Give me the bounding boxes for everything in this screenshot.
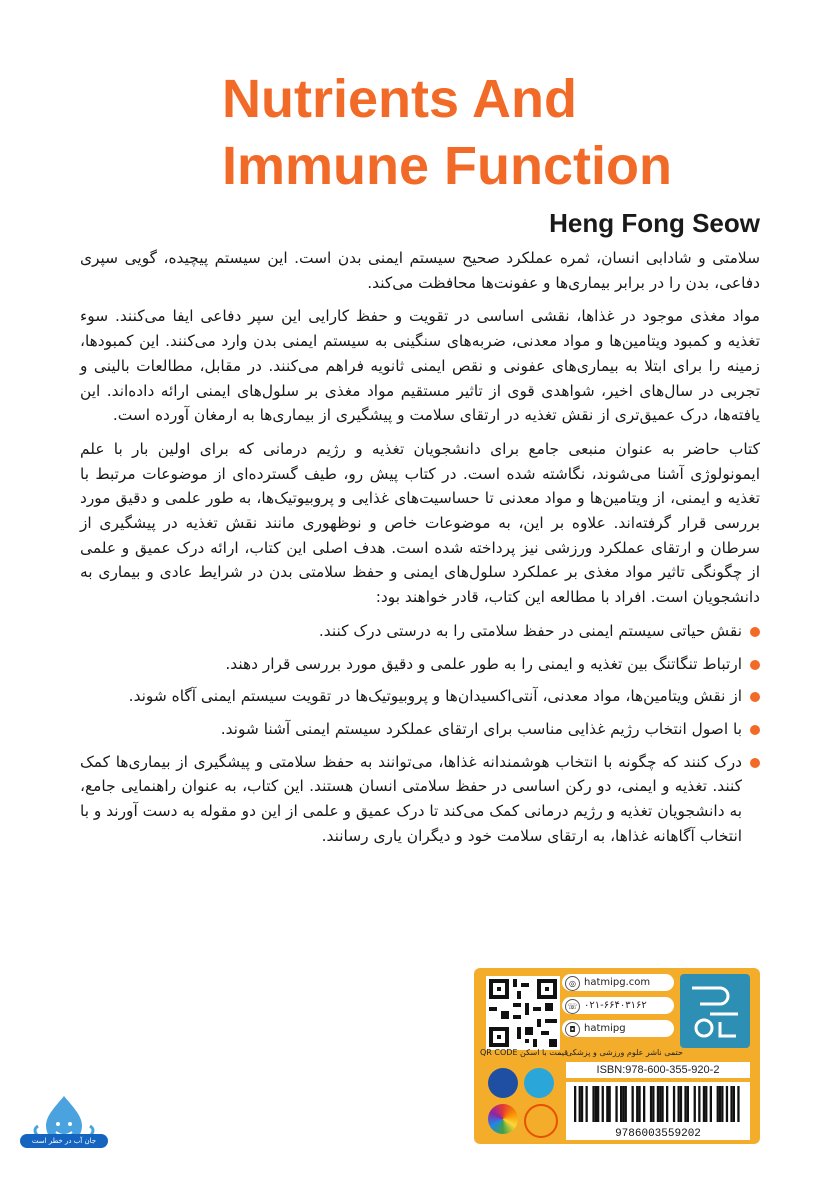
list-item: نقش حیاتی سیستم ایمنی در حفظ سلامتی را به درستی درک کنند. <box>80 619 760 644</box>
barcode-number: 9786003559202 <box>566 1128 750 1140</box>
kids-badge-icon <box>524 1104 558 1138</box>
isbn: ISBN:978-600-355-920-2 <box>566 1062 750 1078</box>
bullet-icon <box>750 627 760 637</box>
barcode <box>566 1082 750 1140</box>
title-line-1: Nutrients And <box>222 69 577 129</box>
sport-badge-icon <box>488 1068 518 1098</box>
book-title <box>222 66 782 200</box>
instagram-icon: ◘ <box>565 1022 580 1037</box>
paragraph: سلامتی و شادابی انسان، ثمره عملکرد صحیح سیستم ایمنی بدن است. این سیستم پیچیده، گویی سپری دفاعی، بدن را در برابر بیماری‌ها و عفونت‌ها محافظت می‌کند. <box>80 249 760 292</box>
bullet-icon <box>750 758 760 768</box>
outcomes-list <box>80 619 760 849</box>
list-item: با اصول انتخاب رژیم غذایی مناسب برای ارتقای عملکرد سیستم ایمنی آشنا شوند. <box>80 717 760 742</box>
description <box>80 246 760 856</box>
publisher-logo <box>680 974 750 1048</box>
water-badge-text: جان آب در خطر است <box>31 1137 97 1145</box>
website-link[interactable]: ◎ hatmipg.com <box>562 974 674 991</box>
instagram-handle[interactable]: ◘ hatmipg <box>562 1020 674 1037</box>
color-badge-icon <box>488 1104 518 1134</box>
bullet-icon <box>750 692 760 702</box>
publisher-name: حتمی ناشر علوم ورزشی و پزشکی <box>566 1048 683 1057</box>
phone-number: ☏ ۰۲۱-۶۶۴۰۳۱۶۲ <box>562 997 674 1014</box>
water-badge <box>18 1092 110 1150</box>
paragraph: مواد مغذی موجود در غذاها، نقشی اساسی در تقویت و حفظ کارایی این سپر دفاعی ایفا می‌کنند. سوء تغذیه و کمبود ویتامین‌ها و مواد معدنی، ضربه‌های سنگینی به سیستم ایمنی بدن وارد می‌کنند. این کمبودها، زمینه را برای ابتلا به بیماری‌های عفونی و نقص ایمنی ثانویه فراهم می‌کنند. در مقابل، مطالعات بالینی و تجربی در سال‌های اخیر، شواهدی قوی از تاثیر مستقیم مواد مغذی بر سلول‌های ایمنی ارائه داده‌اند. این یافته‌ها، درک عمیق‌تری از نقش تغذیه در ارتقای سلامت و پیشگیری از بیماری‌ها به ارمغان آورده است. <box>80 307 760 425</box>
bullet-icon <box>750 660 760 670</box>
title-line-2: Immune Function <box>222 136 672 196</box>
list-item: از نقش ویتامین‌ها، مواد معدنی، آنتی‌اکسیدان‌ها و پروبیوتیک‌ها در تقویت سیستم ایمنی آگاه شوند. <box>80 684 760 709</box>
list-item: درک کنند که چگونه با انتخاب هوشمندانه غذاها، می‌توانند به حفظ سلامتی و پیشگیری از بیماری‌ها کمک کنند. تغذیه و ایمنی، دو رکن اساسی در حفظ سلامتی انسان هستند. این کتاب، به عنوان راهنمایی جامع، به دانشجویان تغذیه و رژیم درمانی کمک می‌کند تا درک عمیق و علمی از این دو مقوله به دست آورند و با انتخاب آگاهانه غذاها، به ارتقای سلامت خود و دیگران یاری رسانند. <box>80 750 760 849</box>
qr-code-icon[interactable] <box>486 976 560 1050</box>
author-name: Heng Fong Seow <box>549 208 760 238</box>
list-item: ارتباط تنگاتنگ بین تغذیه و ایمنی را به طور علمی و دقیق مورد بررسی قرار دهند. <box>80 652 760 677</box>
qr-note: QR CODE قیمت با اسکن <box>480 1048 568 1057</box>
badges <box>480 1064 560 1140</box>
paragraph: کتاب حاضر به عنوان منبعی جامع برای دانشجویان تغذیه و رژیم درمانی که برای اولین بار با علم ایمونولوژی آشنا می‌شوند، نگاشته شده است. در کتاب پیش رو، طیف گسترده‌ای از موضوعات مرتبط با تغذیه و ایمنی، از ویتامین‌ها و مواد معدنی تا حساسیت‌های غذایی و پروبیوتیک‌ها، به طور علمی و دقیق مورد بررسی قرار گرفته‌اند. علاوه بر این، به موضوعات خاص و نوظهوری مانند نقش تغذیه در پیشگیری از سرطان و ارتقای عملکرد ورزشی نیز پرداخته شده است. هدف اصلی این کتاب، ارائه درک عمیق و علمی از چگونگی تاثیر مواد مغذی بر عملکرد سلول‌های ایمنی و حفظ سلامتی بدن در شرایط عادی و بیماری به دانشجویان است. افراد با مطالعه این کتاب، قادر خواهند بود: <box>80 439 760 607</box>
globe-icon: ◎ <box>565 976 580 991</box>
publisher-box <box>474 968 760 1144</box>
bullet-icon <box>750 725 760 735</box>
medical-badge-icon <box>524 1068 554 1098</box>
phone-icon: ☏ <box>565 999 580 1014</box>
